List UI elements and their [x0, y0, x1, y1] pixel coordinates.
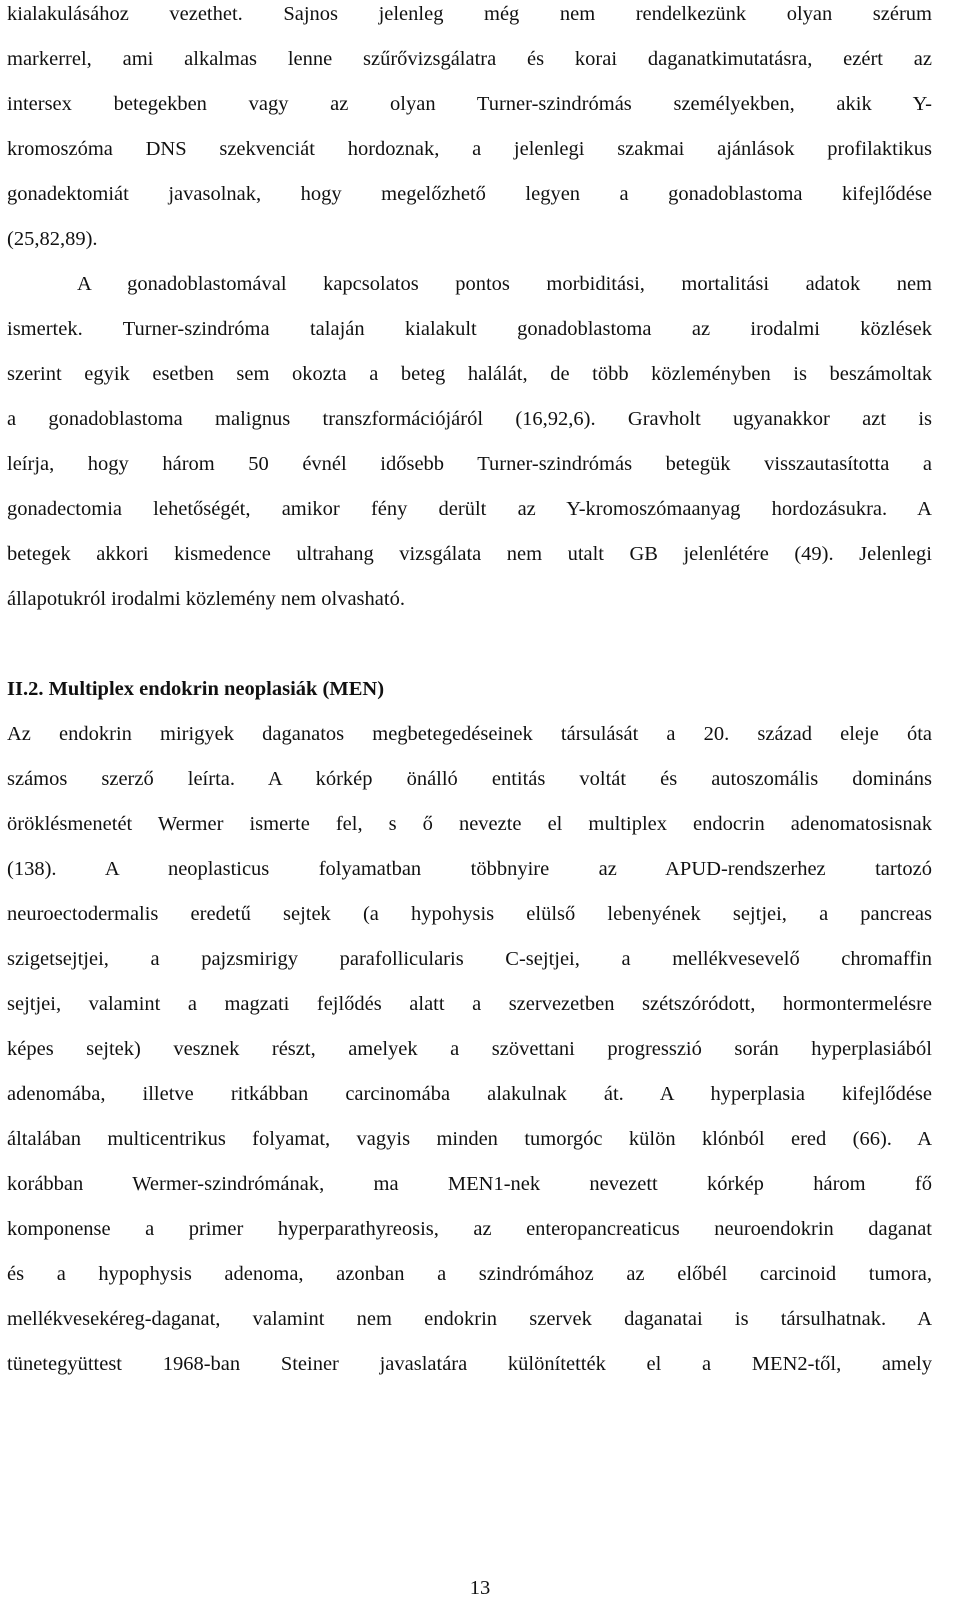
paragraph-line: intersex betegekben vagy az olyan Turner-szindrómás személyekben, akik Y-	[7, 93, 932, 115]
paragraph-line: szerint egyik esetben sem okozta a beteg halálát, de több közleményben is beszámoltak	[7, 363, 932, 385]
page-number: 13	[469, 1577, 491, 1599]
paragraph-line: Az endokrin mirigyek daganatos megbetegedéseinek társulását a 20. század eleje óta	[7, 723, 932, 745]
paragraph-line: A gonadoblastomával kapcsolatos pontos morbiditási, mortalitási adatok nem	[77, 273, 932, 295]
paragraph-line: komponense a primer hyperparathyreosis, az enteropancreaticus neuroendokrin daganat	[7, 1218, 932, 1240]
paragraph-line: (25,82,89).	[7, 228, 98, 250]
paragraph-line: betegek akkori kismedence ultrahang vizsgálata nem utalt GB jelenlétére (49). Jelenlegi	[7, 543, 932, 565]
paragraph-line: és a hypophysis adenoma, azonban a szindrómához az előbél carcinoid tumora,	[7, 1263, 932, 1285]
paragraph-line: neuroectodermalis eredetű sejtek (a hypohysis elülső lebenyének sejtjei, a pancreas	[7, 903, 932, 925]
paragraph-line: kromoszóma DNS szekvenciát hordoznak, a jelenlegi szakmai ajánlások profilaktikus	[7, 138, 932, 160]
paragraph-line: öröklésmenetét Wermer ismerte fel, s ő nevezte el multiplex endocrin adenomatosisnak	[7, 813, 932, 835]
paragraph-line: korábban Wermer-szindrómának, ma MEN1-nek nevezett kórkép három fő	[7, 1173, 932, 1195]
paragraph-line: a gonadoblastoma malignus transzformációjáról (16,92,6). Gravholt ugyanakkor azt is	[7, 408, 932, 430]
paragraph-line: kialakulásához vezethet. Sajnos jelenleg még nem rendelkezünk olyan szérum	[7, 3, 932, 25]
paragraph-line: állapotukról irodalmi közlemény nem olvasható.	[7, 588, 405, 610]
paragraph-line: gonadectomia lehetőségét, amikor fény derült az Y-kromoszómaanyag hordozásukra. A	[7, 498, 932, 520]
section-heading: II.2. Multiplex endokrin neoplasiák (MEN)	[7, 678, 385, 700]
paragraph-line: szigetsejtjei, a pajzsmirigy parafollicularis C-sejtjei, a mellékvesevelő chromaffin	[7, 948, 932, 970]
paragraph-line: mellékvesekéreg-daganat, valamint nem endokrin szervek daganatai is társulhatnak. A	[7, 1308, 932, 1330]
paragraph-line: adenomába, illetve ritkábban carcinomába alakulnak át. A hyperplasia kifejlődése	[7, 1083, 932, 1105]
paragraph-line: markerrel, ami alkalmas lenne szűrővizsgálatra és korai daganatkimutatásra, ezért az	[7, 48, 932, 70]
paragraph-line: képes sejtek) vesznek részt, amelyek a szövettani progresszió során hyperplasiából	[7, 1038, 932, 1060]
paragraph-line: leírja, hogy három 50 évnél idősebb Turner-szindrómás betegük visszautasította a	[7, 453, 932, 475]
paragraph-line: gonadektomiát javasolnak, hogy megelőzhető legyen a gonadoblastoma kifejlődése	[7, 183, 932, 205]
paragraph-line: ismertek. Turner-szindróma talaján kialakult gonadoblastoma az irodalmi közlések	[7, 318, 932, 340]
paragraph-line: számos szerző leírta. A kórkép önálló entitás voltát és autoszomális domináns	[7, 768, 932, 790]
paragraph-line: általában multicentrikus folyamat, vagyis minden tumorgóc külön klónból ered (66). A	[7, 1128, 932, 1150]
paragraph-line: (138). A neoplasticus folyamatban többnyire az APUD-rendszerhez tartozó	[7, 858, 932, 880]
paragraph-line: tünetegyüttest 1968-ban Steiner javaslatára különítették el a MEN2-től, amely	[7, 1353, 932, 1375]
paragraph-line: sejtjei, valamint a magzati fejlődés alatt a szervezetben szétszóródott, hormontermelésre	[7, 993, 932, 1015]
